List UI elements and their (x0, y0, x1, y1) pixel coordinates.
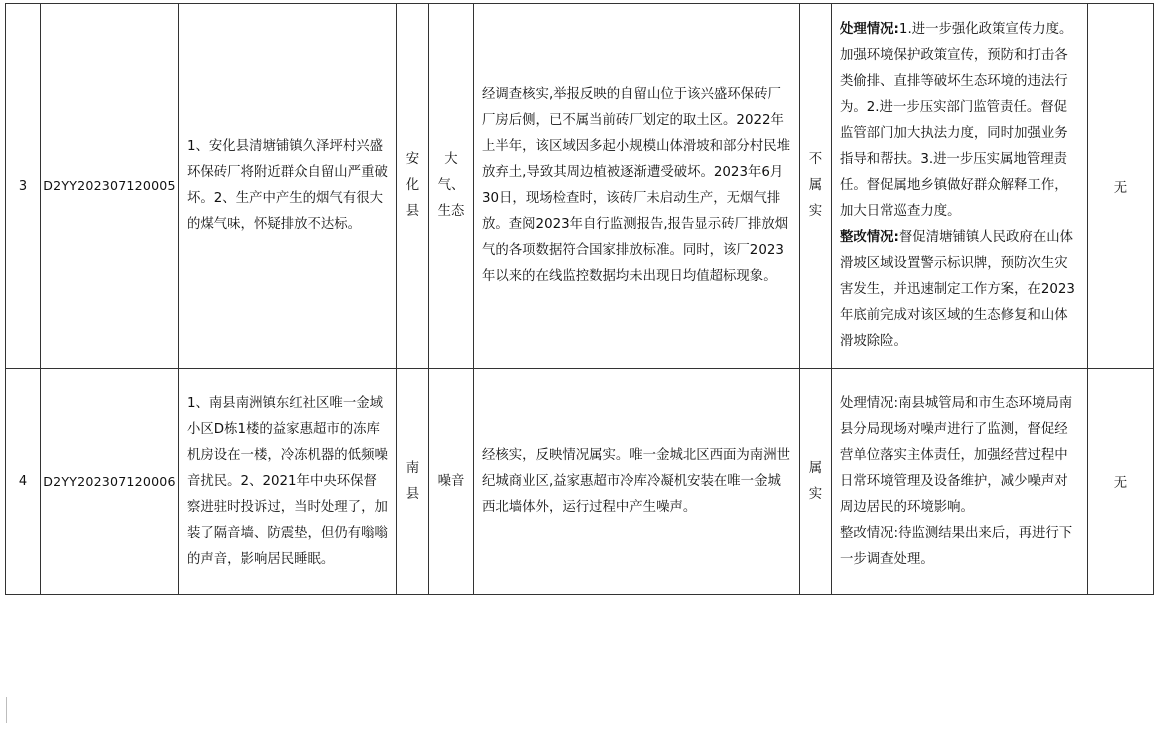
rectify-label: 整改情况: (840, 230, 899, 245)
case-id: D2YY202307120006 (43, 473, 176, 489)
other-text: 无 (1113, 476, 1128, 491)
investigation-text: 经调查核实,举报反映的自留山位于该兴盛环保砖厂厂房后侧，已不属当前砖厂划定的取土区。2022年上半年，该区域因多起小规模山体滑坡和部分村民堆放弃土,导致其周边植被逐渐遭受破坏。2023年6月30日，现场检查时，该砖厂未启动生产，无烟气排放。查阅2023年自行监测报告,报告显示砖厂排放烟气的各项数据符合国家排放标准。同时，该厂2023年以来的在线监控数据均未出现日均值超标现象。 (482, 87, 790, 284)
county-text: 安化县 (405, 152, 420, 219)
case-id: D2YY202307120005 (43, 178, 176, 193)
page-edge-marker (6, 697, 7, 723)
seq-number: 4 (18, 474, 28, 489)
seq-cell (6, 369, 41, 595)
handling-block (832, 17, 1087, 355)
table-row (6, 369, 1154, 595)
verdict-text: 属实 (808, 460, 823, 502)
investigation-text: 经核实，反映情况属实。唯一金城北区西面为南洲世纪城商业区,益家惠超市冷库冷凝机安装在唯一金城西北墙体外，运行过程中产生噪声。 (482, 447, 790, 515)
table-row (6, 4, 1154, 369)
verdict-text: 不属实 (808, 152, 823, 219)
other-text: 无 (1113, 180, 1128, 196)
rectify-text: 待监测结果出来后，再进行下一步调查处理。 (840, 525, 1073, 567)
handling-label: 处理情况: (840, 395, 899, 411)
seq-cell (6, 4, 41, 369)
complaint-cell (179, 4, 397, 369)
handling-cell (832, 369, 1088, 595)
category-cell (429, 369, 474, 595)
handling-block (832, 391, 1087, 573)
other-cell (1088, 4, 1154, 369)
county-text: 南县 (405, 460, 420, 502)
complaint-text: 1、安化县清塘铺镇久泽坪村兴盛环保砖厂将附近群众自留山严重破坏。2、生产中产生的烟气有很大的煤气味，怀疑排放不达标。 (187, 139, 388, 232)
investigation-cell (474, 369, 800, 595)
complaint-table (5, 3, 1154, 595)
category-text: 噪音 (437, 473, 465, 489)
verdict-cell (800, 4, 832, 369)
category-text: 大气、生态 (437, 152, 465, 219)
other-cell (1088, 369, 1154, 595)
rectify-text: 督促清塘铺镇人民政府在山体滑坡区域设置警示标识牌，预防次生灾害发生，并迅速制定工作方案，在2023年底前完成对该区域的生态修复和山体滑坡除险。 (840, 230, 1075, 349)
id-cell (41, 369, 179, 595)
complaint-cell (179, 369, 397, 595)
rectify-label: 整改情况: (840, 525, 899, 541)
verdict-cell (800, 369, 832, 595)
complaint-text: 1、南县南洲镇东红社区唯一金域小区D栋1楼的益家惠超市的冻库机房设在一楼，冷冻机器的低频噪音扰民。2、2021年中央环保督察进驻时投诉过，当时处理了，加装了隔音墙、防震垫，但仍有嗡嗡的声音，影响居民睡眠。 (187, 395, 388, 567)
category-cell (429, 4, 474, 369)
seq-number: 3 (18, 178, 28, 194)
county-cell (397, 369, 429, 595)
investigation-cell (474, 4, 800, 369)
county-cell (397, 4, 429, 369)
handling-label: 处理情况: (840, 22, 899, 37)
id-cell (41, 4, 179, 369)
handling-cell (832, 4, 1088, 369)
handling-text: 南县城管局和市生态环境局南县分局现场对噪声进行了监测，督促经营单位落实主体责任，加强经营过程中日常环境管理及设备维护，减少噪声对周边居民的环境影响。 (840, 395, 1073, 515)
handling-text: 1.进一步强化政策宣传力度。加强环境保护政策宣传，预防和打击各类偷排、直排等破坏生态环境的违法行为。2.进一步压实部门监管责任。督促监管部门加大执法力度，同时加强业务指导和帮扶。3.进一步压实属地管理责任。督促属地乡镇做好群众解释工作，加大日常巡查力度。 (840, 22, 1073, 219)
